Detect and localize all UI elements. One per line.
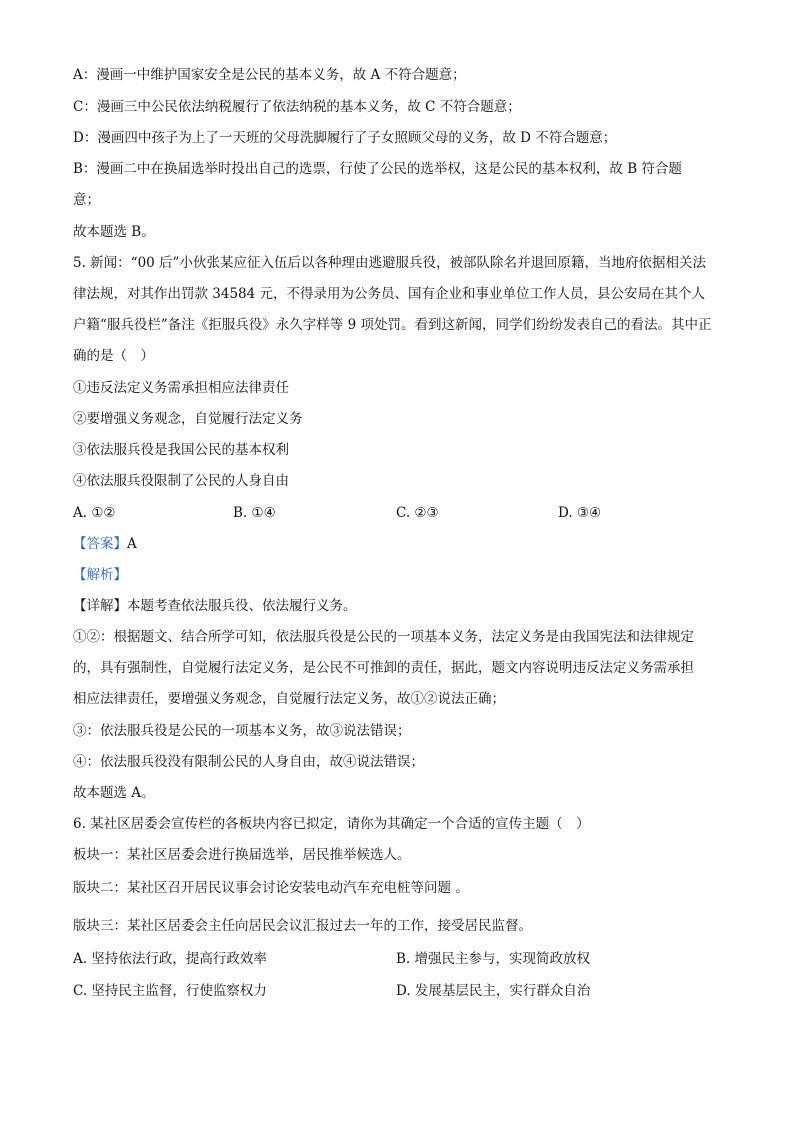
answer-value: A: [127, 536, 137, 552]
q5-option-a: A. ①②: [73, 505, 116, 521]
q5-option-c: C. ②③: [396, 505, 439, 521]
statement-item: ④依法服兵役限制了公民的人身自由: [73, 473, 289, 489]
q6-option-c: C. 坚持民主监督，行使监察权力: [73, 983, 267, 999]
q6-option-b: B. 增强民主参与，实现简政放权: [396, 951, 591, 967]
text-line: 律法规，对其作出罚款 34584 元，不得录用为公务员、国有企业和事业单位工作人员，县公安局在其个人: [73, 286, 706, 302]
analysis-line: 相应法律责任，要增强义务观念，自觉履行法定义务，故①②说法正确；: [73, 691, 505, 707]
question-6-stem: 6. 某社区居委会宣传栏的各板块内容已拟定，请你为其确定一个合适的宣传主题（ ）: [73, 816, 590, 832]
text-line: C：漫画三中公民依法纳税履行了依法纳税的基本义务，故 C 不符合题意；: [73, 99, 521, 115]
q5-option-b: B. ①④: [233, 505, 276, 521]
q6-option-a: A. 坚持依法行政，提高行政效率: [73, 951, 267, 967]
text-line: 故本题选 B。: [73, 224, 155, 240]
q6-option-d: D. 发展基层民主，实行群众自治: [396, 983, 591, 999]
q6-section: 板块一：某社区居委会进行换届选举，居民推举候选人。: [73, 847, 411, 863]
analysis-line: 的，具有强制性，自觉履行法定义务，是公民不可推卸的责任，据此，题文内容说明违反法定义务需承担: [73, 660, 694, 676]
statement-item: ②要增强义务观念，自觉履行法定义务: [73, 411, 303, 427]
text-line: 确的是（ ）: [73, 348, 154, 364]
text-line: 意；: [73, 192, 100, 208]
analysis-line: 故本题选 A。: [73, 785, 155, 801]
detail-text: 本题考查依法服兵役、依法履行义务。: [127, 598, 357, 614]
analysis-line: ①②：根据题文、结合所学可知，依法服兵役是公民的一项基本义务，法定义务是由我国宪法和法律规定: [73, 629, 694, 645]
detail-label: 【详解】: [73, 598, 127, 614]
q6-section: 版块三：某社区居委会主任向居民会议汇报过去一年的工作，接受居民监督。: [73, 918, 532, 934]
answer-row: [73, 538, 137, 552]
analysis-line: ③：依法服兵役是公民的一项基本义务，故③说法错误；: [73, 723, 411, 739]
text-line: D：漫画四中孩子为上了一天班的父母洗脚履行了子女照顾父母的义务，故 D 不符合题意；: [73, 130, 617, 146]
text-line: 户籍“服兵役栏”备注《拒服兵役》永久字样等 9 项处罚。看到这新闻，同学们纷纷发表自己的看法。其中正: [73, 317, 712, 333]
detail-row: [73, 600, 357, 614]
question-5-stem: 5. 新闻：“00 后”小伙张某应征入伍后以各种理由逃避服兵役，被部队除名并退回原籍，当地府依据相关法: [73, 255, 706, 271]
analysis-label: 【解析】: [73, 567, 127, 583]
q6-section: 版块二：某社区召开居民议事会讨论安装电动汽车充电桩等问题 。: [73, 880, 469, 896]
statement-item: ③依法服兵役是我国公民的基本权利: [73, 442, 289, 458]
text-line: A：漫画一中维护国家安全是公民的基本义务，故 A 不符合题意；: [73, 67, 466, 83]
answer-label: 【答案】: [73, 536, 127, 552]
statement-item: ①违反法定义务需承担相应法律责任: [73, 380, 289, 396]
text-line: B：漫画二中在换届选举时投出自己的选票，行使了公民的选举权，这是公民的基本权利，故 B 符合题: [73, 161, 682, 177]
analysis-line: ④：依法服兵役没有限制公民的人身自由，故④说法错误；: [73, 754, 424, 770]
q5-option-d: D. ③④: [558, 505, 602, 521]
